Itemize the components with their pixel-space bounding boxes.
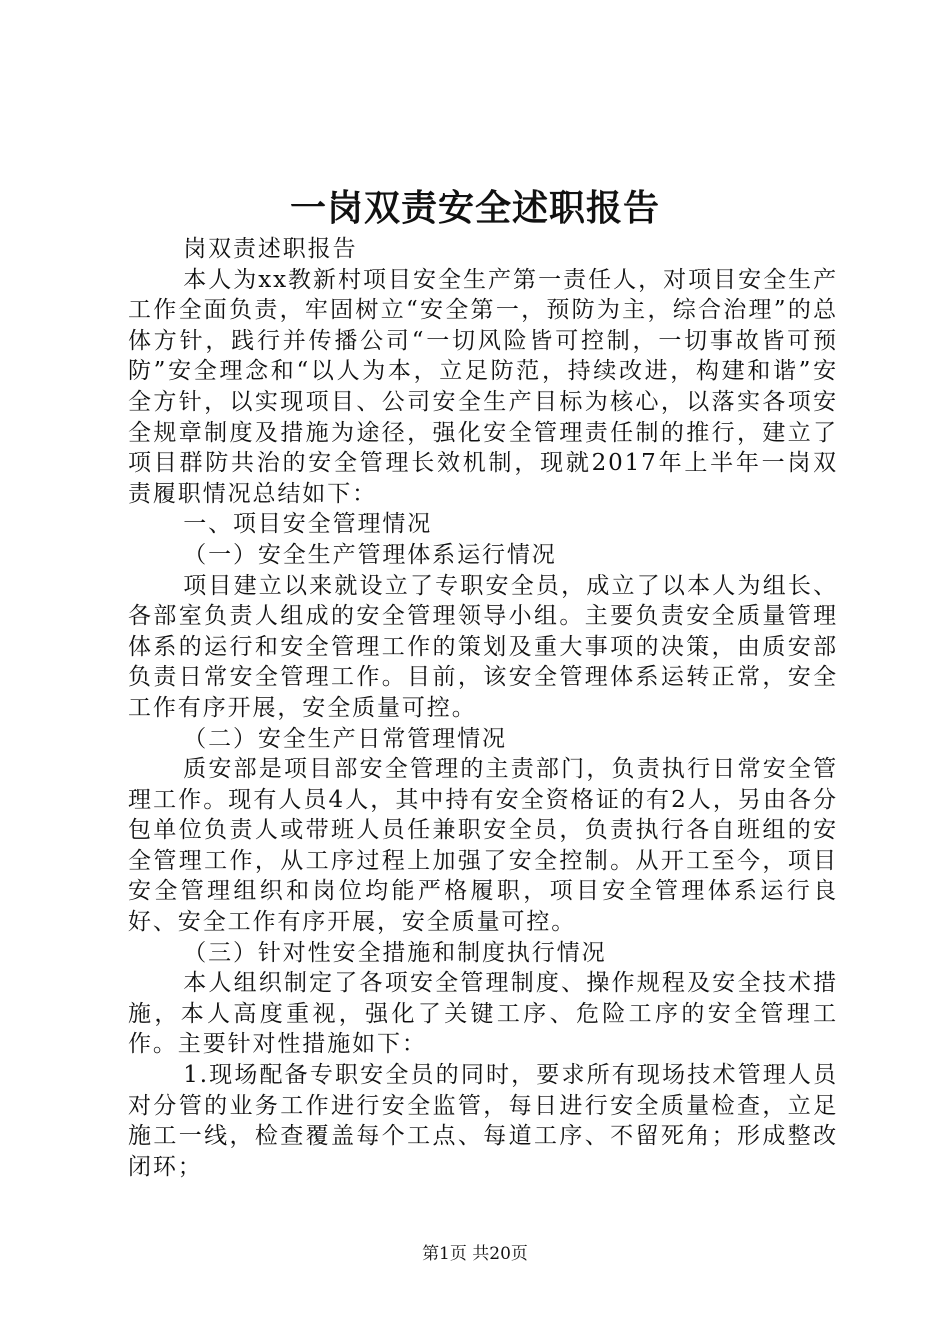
paragraph-daily: 质安部是项目部安全管理的主责部门，负责执行日常安全管理工作。现有人员4人，其中持有安全资格证的有2人，另由各分包单位负责人或带班人员任兼职安全员，负责执行各自班组的安全管理工作，从工序过程上加强了安全控制。从开工至今，项目安全管理组织和岗位均能严格履职，项目安全管理体系运行良好、安全工作有序开展，安全质量可控。	[128, 756, 838, 936]
document-body	[128, 234, 838, 1182]
subsection-heading-1: （一）安全生产管理体系运行情况	[183, 541, 557, 568]
paragraph-system: 项目建立以来就设立了专职安全员，成立了以本人为组长、各部室负责人组成的安全管理领导小组。主要负责安全质量管理体系的运行和安全管理工作的策划及重大事项的决策，由质安部负责日常安全管理工作。目前，该安全管理体系运转正常，安全工作有序开展，安全质量可控。	[128, 572, 838, 721]
document-title: 一岗双责安全述职报告	[289, 187, 660, 229]
section-heading-1: 一、项目安全管理情况	[183, 511, 433, 538]
paragraph-intro: 本人为xx教新村项目安全生产第一责任人，对项目安全生产工作全面负责，牢固树立“安全第一，预防为主，综合治理”的总体方针，践行并传播公司“一切风险皆可控制，一切事故皆可预防”安全理念和“以人为本，立足防范，持续改进，构建和谐”安全方针，以实现项目、公司安全生产目标为核心，以落实各项安全规章制度及措施为途径，强化安全管理责任制的推行，建立了项目群防共治的安全管理长效机制，现就2017年上半年一岗双责履职情况总结如下：	[128, 266, 838, 507]
page-footer: 第1页 共20页	[422, 1244, 528, 1264]
paragraph-subtitle: 岗双责述职报告	[183, 236, 358, 262]
paragraph-measures: 本人组织制定了各项安全管理制度、操作规程及安全技术措施，本人高度重视，强化了关键工序、危险工序的安全管理工作。主要针对性措施如下：	[128, 970, 838, 1058]
paragraph-item-1: 1.现场配备专职安全员的同时，要求所有现场技术管理人员对分管的业务工作进行安全监管，每日进行安全质量检查，立足施工一线，检查覆盖每个工点、每道工序、不留死角；形成整改闭环；	[128, 1062, 838, 1180]
subsection-heading-3: （三）针对性安全措施和制度执行情况	[183, 939, 607, 966]
subsection-heading-2: （二）安全生产日常管理情况	[183, 725, 507, 752]
